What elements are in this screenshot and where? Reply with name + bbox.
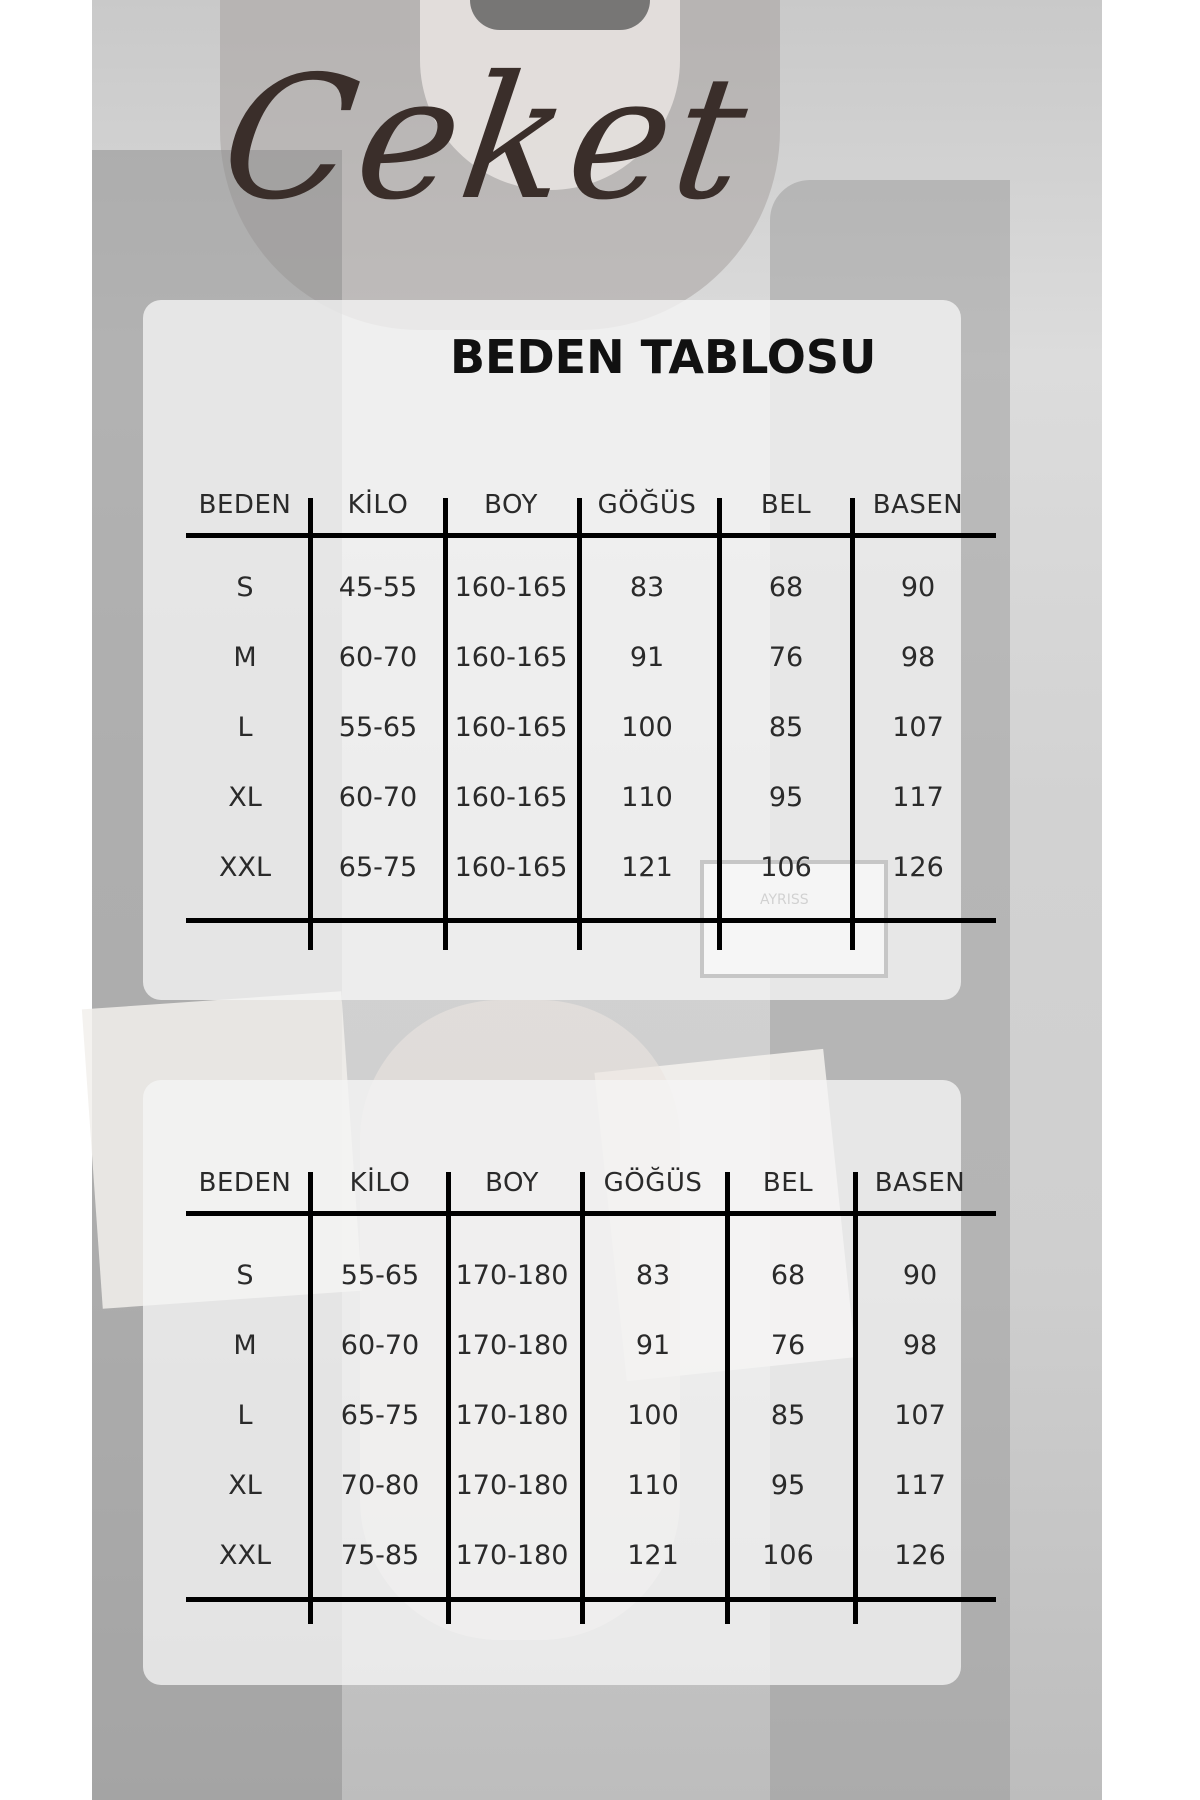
table-cell: 107 — [894, 1400, 946, 1431]
table-cell: 106 — [762, 1540, 814, 1571]
table-cell: 60-70 — [338, 782, 418, 813]
table-cell: 68 — [770, 1260, 806, 1291]
table-cell: 68 — [768, 572, 804, 603]
table-cell: 85 — [770, 1400, 806, 1431]
table-cell: 65-75 — [338, 852, 418, 883]
column-header: BOY — [485, 1168, 539, 1198]
table-cell: 95 — [768, 782, 804, 813]
column-header: BASEN — [872, 490, 964, 520]
size-chart-panel-bottom — [143, 1080, 961, 1685]
table-cell: XXL — [218, 1540, 272, 1571]
table-cell: 126 — [892, 852, 944, 883]
table-cell: 55-65 — [338, 712, 418, 743]
column-header: GÖĞÜS — [597, 490, 697, 520]
column-header: KİLO — [347, 490, 409, 520]
table-cell: 170-180 — [455, 1260, 569, 1291]
size-chart-panel-top — [143, 300, 961, 1000]
table-cell: 170-180 — [455, 1540, 569, 1571]
column-header: BASEN — [874, 1168, 966, 1198]
table-cell: 121 — [627, 1540, 679, 1571]
table-cell: 110 — [621, 782, 673, 813]
table-cell: XL — [228, 1470, 262, 1501]
table-cell: 160-165 — [454, 572, 568, 603]
table-cell: 98 — [902, 1330, 938, 1361]
table-cell: 91 — [629, 642, 665, 673]
column-header: BEDEN — [198, 1168, 292, 1198]
table-cell: XL — [228, 782, 262, 813]
column-header: BEL — [760, 490, 812, 520]
page-subtitle: BEDEN TABLOSU — [450, 330, 877, 384]
table-cell: 95 — [770, 1470, 806, 1501]
table-cell: 100 — [627, 1400, 679, 1431]
table-cell: 70-80 — [340, 1470, 420, 1501]
table-cell: 90 — [902, 1260, 938, 1291]
table-cell: 160-165 — [454, 712, 568, 743]
column-header: BOY — [484, 490, 538, 520]
table-cell: S — [236, 572, 254, 603]
sunglasses-shape — [470, 0, 650, 30]
table-cell: 170-180 — [455, 1400, 569, 1431]
table-cell: 121 — [621, 852, 673, 883]
column-header: GÖĞÜS — [603, 1168, 703, 1198]
table-cell: 45-55 — [338, 572, 418, 603]
table-cell: 117 — [894, 1470, 946, 1501]
table-cell: 110 — [627, 1470, 679, 1501]
table-cell: 106 — [760, 852, 812, 883]
table-cell: 91 — [635, 1330, 671, 1361]
table-cell: 160-165 — [454, 782, 568, 813]
table-cell: L — [237, 1400, 253, 1431]
table-cell: 76 — [768, 642, 804, 673]
table-cell: 107 — [892, 712, 944, 743]
table-cell: 83 — [635, 1260, 671, 1291]
table-cell: 117 — [892, 782, 944, 813]
table-cell: 55-65 — [340, 1260, 420, 1291]
table-cell: 170-180 — [455, 1330, 569, 1361]
column-header: KİLO — [349, 1168, 411, 1198]
table-cell: 98 — [900, 642, 936, 673]
table-cell: L — [237, 712, 253, 743]
table-cell: 75-85 — [340, 1540, 420, 1571]
column-header: BEL — [762, 1168, 814, 1198]
table-cell: M — [233, 1330, 257, 1361]
table-cell: M — [233, 642, 257, 673]
table-cell: 170-180 — [455, 1470, 569, 1501]
table-cell: 160-165 — [454, 852, 568, 883]
table-cell: 126 — [894, 1540, 946, 1571]
table-cell: 65-75 — [340, 1400, 420, 1431]
table-cell: 60-70 — [338, 642, 418, 673]
table-cell: S — [236, 1260, 254, 1291]
table-cell: 100 — [621, 712, 673, 743]
column-header: BEDEN — [198, 490, 292, 520]
page-title: Ceket — [211, 40, 762, 238]
table-cell: 76 — [770, 1330, 806, 1361]
table-cell: 60-70 — [340, 1330, 420, 1361]
table-cell: XXL — [218, 852, 272, 883]
table-cell: 85 — [768, 712, 804, 743]
table-cell: 83 — [629, 572, 665, 603]
table-cell: 160-165 — [454, 642, 568, 673]
table-cell: 90 — [900, 572, 936, 603]
